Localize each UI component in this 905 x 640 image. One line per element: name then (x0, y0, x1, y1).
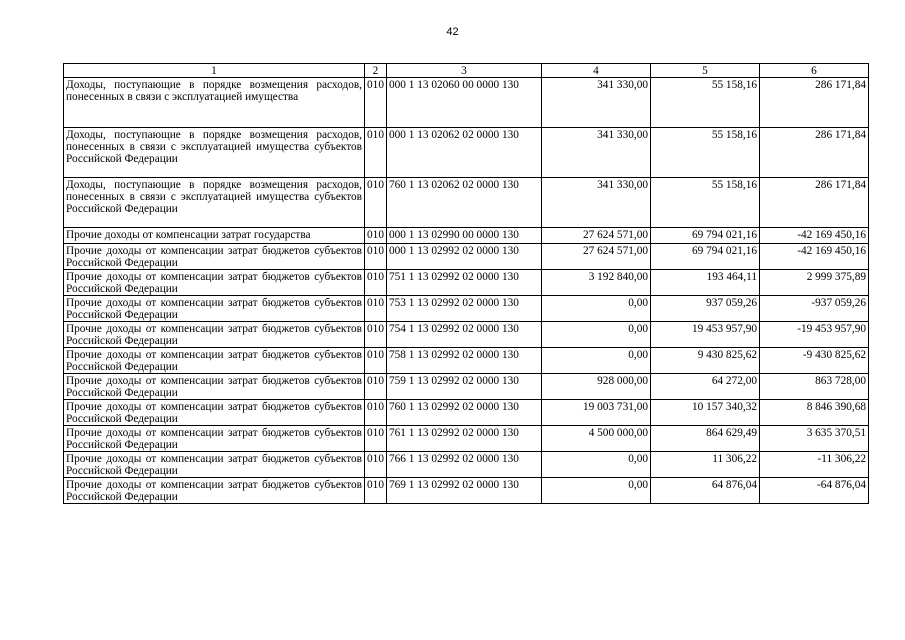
table-row (64, 374, 869, 400)
row-line-code-cell: 010 (365, 426, 387, 452)
header-col-3: 3 (387, 64, 542, 78)
row-name-cell: Прочие доходы от компенсации затрат государства (64, 228, 365, 244)
row-name-cell: Прочие доходы от компенсации затрат бюджетов субъектов Российской Федерации (64, 296, 365, 322)
row-budget-code-cell: 751 1 13 02992 02 0000 130 (387, 270, 542, 296)
row-col5-value: 64 876,04 (651, 478, 760, 504)
table-row (64, 400, 869, 426)
revenue-table (63, 63, 869, 504)
row-name-cell: Прочие доходы от компенсации затрат бюджетов субъектов Российской Федерации (64, 426, 365, 452)
row-col4-value: 4 500 000,00 (542, 426, 651, 452)
row-name-cell: Прочие доходы от компенсации затрат бюджетов субъектов Российской Федерации (64, 452, 365, 478)
row-line-code-cell: 010 (365, 178, 387, 228)
row-budget-code-cell: 760 1 13 02992 02 0000 130 (387, 400, 542, 426)
row-col4-value: 0,00 (542, 348, 651, 374)
row-name-cell: Прочие доходы от компенсации затрат бюджетов субъектов Российской Федерации (64, 322, 365, 348)
header-col-5: 5 (651, 64, 760, 78)
row-name-cell: Доходы, поступающие в порядке возмещения расходов, понесенных в связи с эксплуатацией имущества субъектов Российской Федерации (64, 128, 365, 178)
row-line-code-cell: 010 (365, 228, 387, 244)
row-col5-value: 19 453 957,90 (651, 322, 760, 348)
row-budget-code-cell: 000 1 13 02062 02 0000 130 (387, 128, 542, 178)
table-row (64, 178, 869, 228)
row-col6-value: 863 728,00 (760, 374, 869, 400)
table-row (64, 478, 869, 504)
row-name-cell: Доходы, поступающие в порядке возмещения расходов, понесенных в связи с эксплуатацией имущества (64, 78, 365, 128)
row-col5-value: 9 430 825,62 (651, 348, 760, 374)
row-col4-value: 27 624 571,00 (542, 228, 651, 244)
row-budget-code-cell: 000 1 13 02992 02 0000 130 (387, 244, 542, 270)
row-col4-value: 19 003 731,00 (542, 400, 651, 426)
row-col5-value: 193 464,11 (651, 270, 760, 296)
table-row (64, 296, 869, 322)
row-col5-value: 11 306,22 (651, 452, 760, 478)
row-budget-code-cell: 754 1 13 02992 02 0000 130 (387, 322, 542, 348)
table-body (64, 78, 869, 504)
row-col6-value: -19 453 957,90 (760, 322, 869, 348)
row-col5-value: 10 157 340,32 (651, 400, 760, 426)
row-col6-value: -42 169 450,16 (760, 228, 869, 244)
row-col6-value: -11 306,22 (760, 452, 869, 478)
row-col6-value: 286 171,84 (760, 78, 869, 128)
row-col5-value: 64 272,00 (651, 374, 760, 400)
row-col4-value: 3 192 840,00 (542, 270, 651, 296)
row-name-cell: Доходы, поступающие в порядке возмещения расходов, понесенных в связи с эксплуатацией имущества субъектов Российской Федерации (64, 178, 365, 228)
row-line-code-cell: 010 (365, 348, 387, 374)
row-budget-code-cell: 758 1 13 02992 02 0000 130 (387, 348, 542, 374)
row-col5-value: 69 794 021,16 (651, 228, 760, 244)
table-row (64, 78, 869, 128)
row-col4-value: 0,00 (542, 296, 651, 322)
row-budget-code-cell: 769 1 13 02992 02 0000 130 (387, 478, 542, 504)
table-header (64, 64, 869, 78)
row-col4-value: 341 330,00 (542, 78, 651, 128)
row-name-cell: Прочие доходы от компенсации затрат бюджетов субъектов Российской Федерации (64, 348, 365, 374)
row-col6-value: 3 635 370,51 (760, 426, 869, 452)
row-name-cell: Прочие доходы от компенсации затрат бюджетов субъектов Российской Федерации (64, 244, 365, 270)
row-col4-value: 341 330,00 (542, 128, 651, 178)
table-row (64, 228, 869, 244)
row-col5-value: 55 158,16 (651, 78, 760, 128)
row-budget-code-cell: 000 1 13 02060 00 0000 130 (387, 78, 542, 128)
header-col-1: 1 (64, 64, 365, 78)
row-name-cell: Прочие доходы от компенсации затрат бюджетов субъектов Российской Федерации (64, 400, 365, 426)
row-col6-value: 8 846 390,68 (760, 400, 869, 426)
row-budget-code-cell: 000 1 13 02990 00 0000 130 (387, 228, 542, 244)
table-row (64, 244, 869, 270)
row-col4-value: 0,00 (542, 322, 651, 348)
row-col4-value: 27 624 571,00 (542, 244, 651, 270)
row-col5-value: 55 158,16 (651, 128, 760, 178)
row-col5-value: 864 629,49 (651, 426, 760, 452)
row-name-cell: Прочие доходы от компенсации затрат бюджетов субъектов Российской Федерации (64, 270, 365, 296)
row-line-code-cell: 010 (365, 78, 387, 128)
row-col4-value: 341 330,00 (542, 178, 651, 228)
page-number: 42 (446, 26, 459, 38)
row-line-code-cell: 010 (365, 374, 387, 400)
row-col4-value: 0,00 (542, 452, 651, 478)
header-col-2: 2 (365, 64, 387, 78)
row-col6-value: 286 171,84 (760, 128, 869, 178)
header-col-6: 6 (760, 64, 869, 78)
header-row (64, 64, 869, 78)
header-col-4: 4 (542, 64, 651, 78)
row-budget-code-cell: 753 1 13 02992 02 0000 130 (387, 296, 542, 322)
row-col5-value: 69 794 021,16 (651, 244, 760, 270)
table-row (64, 426, 869, 452)
row-name-cell: Прочие доходы от компенсации затрат бюджетов субъектов Российской Федерации (64, 374, 365, 400)
row-line-code-cell: 010 (365, 296, 387, 322)
row-budget-code-cell: 766 1 13 02992 02 0000 130 (387, 452, 542, 478)
row-line-code-cell: 010 (365, 400, 387, 426)
table-row (64, 452, 869, 478)
row-col6-value: 286 171,84 (760, 178, 869, 228)
row-col4-value: 0,00 (542, 478, 651, 504)
row-col5-value: 937 059,26 (651, 296, 760, 322)
row-col6-value: -937 059,26 (760, 296, 869, 322)
row-budget-code-cell: 759 1 13 02992 02 0000 130 (387, 374, 542, 400)
row-line-code-cell: 010 (365, 244, 387, 270)
row-col6-value: -64 876,04 (760, 478, 869, 504)
row-line-code-cell: 010 (365, 270, 387, 296)
table-row (64, 322, 869, 348)
table-row (64, 270, 869, 296)
row-line-code-cell: 010 (365, 128, 387, 178)
row-col6-value: -9 430 825,62 (760, 348, 869, 374)
row-col5-value: 55 158,16 (651, 178, 760, 228)
row-col6-value: -42 169 450,16 (760, 244, 869, 270)
row-name-cell: Прочие доходы от компенсации затрат бюджетов субъектов Российской Федерации (64, 478, 365, 504)
row-line-code-cell: 010 (365, 478, 387, 504)
row-budget-code-cell: 760 1 13 02062 02 0000 130 (387, 178, 542, 228)
row-col4-value: 928 000,00 (542, 374, 651, 400)
table-row (64, 348, 869, 374)
row-budget-code-cell: 761 1 13 02992 02 0000 130 (387, 426, 542, 452)
row-col6-value: 2 999 375,89 (760, 270, 869, 296)
row-line-code-cell: 010 (365, 322, 387, 348)
row-line-code-cell: 010 (365, 452, 387, 478)
table-row (64, 128, 869, 178)
